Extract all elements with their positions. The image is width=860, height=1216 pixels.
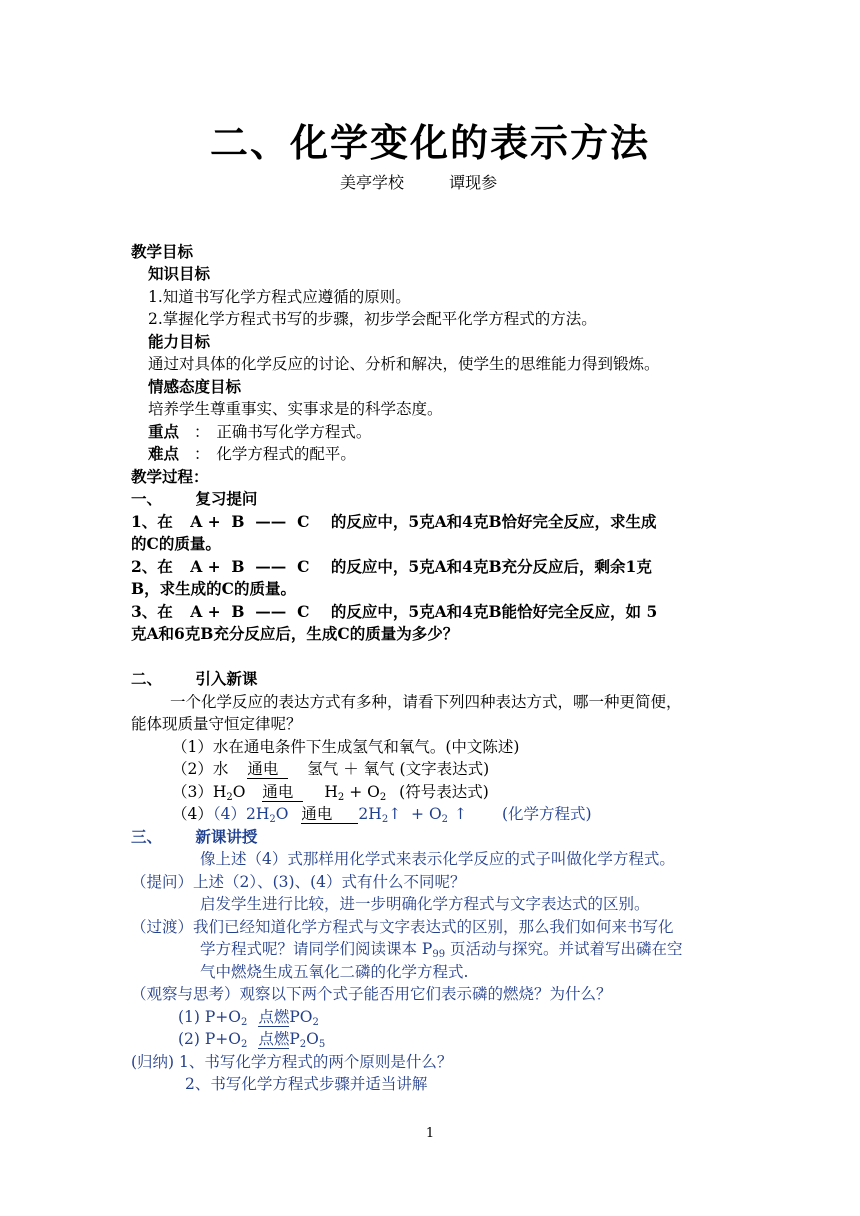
transition-line-2-a: 学方程式呢？请同学们阅读课本 P bbox=[200, 940, 433, 958]
observe-1-product-sub: 2 bbox=[312, 1017, 319, 1028]
form-4-2h2: 2H bbox=[358, 805, 382, 823]
form-3-reactant bbox=[172, 783, 245, 801]
form-1: （1）水在通电条件下生成氢气和氧气。(中文陈述) bbox=[172, 738, 520, 756]
knowledge-item-1: 1.知道书写化学方程式应遵循的原则。 bbox=[148, 288, 411, 306]
form-3-o2: + O bbox=[344, 783, 380, 801]
question-2-line-2: B，求生成的C的质量。 bbox=[131, 579, 296, 598]
process-heading: 教学过程： bbox=[131, 467, 209, 486]
form-4-2h2-sub: 2 bbox=[381, 814, 389, 825]
section-1-title: 复习提问 bbox=[195, 489, 258, 508]
form-4-o2-sub: 2 bbox=[441, 814, 449, 825]
question-2 bbox=[131, 556, 652, 578]
form-4: $(4)(4)2H_2O$ 通电 $2H_2↑ + O_2$ ↑ (化学方程式) bbox=[172, 805, 592, 825]
inspire-line: 启发学生进行比较，进一步明确化学方程式与文字表达式的区别。 bbox=[200, 895, 650, 913]
observe-2-reactants: (2) P+O bbox=[178, 1030, 242, 1048]
form-2-products: 氢气 ＋ 氧气 (文字表达式) bbox=[307, 760, 490, 778]
ability-heading: 能力目标 bbox=[148, 332, 211, 351]
form-3-h2-sub: 2 bbox=[337, 792, 345, 803]
section-1-number: 一、 bbox=[131, 489, 163, 508]
question-3-prefix: 3、在 bbox=[131, 602, 173, 621]
form-3-o2-sub: 2 bbox=[379, 792, 387, 803]
question-3 bbox=[131, 601, 657, 623]
form-3-o: O bbox=[232, 783, 246, 801]
induce-line-1: (归纳) 1、书写化学方程式的两个原则是什么？ bbox=[131, 1053, 453, 1071]
section-3-heading bbox=[131, 826, 257, 848]
key-label: 重点 bbox=[148, 422, 180, 441]
author-name: 谭现参 bbox=[449, 173, 498, 192]
form-3-condition: 通电 bbox=[262, 783, 303, 802]
form-4-arrow: ↑ bbox=[454, 805, 468, 823]
transition-line-2-sub: 99 bbox=[432, 949, 446, 960]
form-2-condition: 通电 bbox=[247, 760, 288, 779]
goals-heading: 教学目标 bbox=[131, 242, 194, 261]
key-text: 正确书写化学方程式。 bbox=[216, 423, 372, 441]
definition-line: 像上述（4）式那样用化学式来表示化学反应的式子叫做化学方程式。 bbox=[200, 850, 675, 868]
section-3-title: 新课讲授 bbox=[195, 827, 258, 846]
question-3-text: 的反应中，5克A和4克B能恰好完全反应，如 5 bbox=[330, 602, 658, 621]
form-4-o2: ↑ + O bbox=[388, 805, 442, 823]
form-3-products bbox=[324, 783, 386, 801]
form-3-note: (符号表达式) bbox=[399, 783, 489, 801]
intro-line-2: 能体现质量守恒定律呢？ bbox=[131, 715, 302, 733]
section-2-heading bbox=[131, 668, 257, 690]
emotion-text: 培养学生尊重事实、实事求是的科学态度。 bbox=[148, 400, 443, 418]
transition-line-2-b: 页活动与探究。并试着写出磷在空 bbox=[445, 940, 683, 958]
question-1-line-2: 的C的质量。 bbox=[131, 534, 221, 553]
observe-2-product-o-sub: 5 bbox=[318, 1039, 326, 1050]
observe-1-condition: 点燃 bbox=[258, 1008, 290, 1026]
ask-line: （提问）上述（2）、(3)、(4）式有什么不同呢？ bbox=[131, 873, 466, 891]
emotion-heading: 情感态度目标 bbox=[148, 377, 242, 396]
form-2 bbox=[172, 758, 489, 780]
form-4-note: (化学方程式) bbox=[501, 805, 592, 823]
page-number: 1 bbox=[425, 1126, 435, 1141]
difficulty-label: 难点 bbox=[148, 444, 180, 463]
difficulty-text: 化学方程式的配平。 bbox=[216, 445, 356, 463]
difficulty-colon: ： bbox=[193, 445, 210, 463]
difficulty-point bbox=[148, 443, 356, 465]
transition-line-3: 气中燃烧生成五氧化二磷的化学方程式. bbox=[200, 963, 469, 981]
ability-text: 通过对具体的化学反应的讨论、分析和解决，使学生的思维能力得到锻炼。 bbox=[148, 355, 660, 373]
knowledge-heading: 知识目标 bbox=[148, 264, 211, 283]
form-3-h2: H bbox=[324, 783, 338, 801]
observe-1-reactants: (1) P+O bbox=[178, 1008, 242, 1026]
question-1 bbox=[131, 511, 657, 533]
key-point bbox=[148, 421, 371, 443]
section-1-heading bbox=[131, 488, 257, 510]
question-1-text: 的反应中，5克A和4克B恰好完全反应，求生成 bbox=[330, 512, 657, 531]
observe-line: （观察与思考）观察以下两个式子能否用它们表示磷的燃烧？为什么？ bbox=[131, 985, 612, 1003]
author-line bbox=[340, 172, 497, 194]
observe-2-reactants-sub: 2 bbox=[241, 1039, 248, 1050]
form-4-reactant bbox=[213, 805, 289, 823]
induce-line-2: 2、书写化学方程式步骤并适当讲解 bbox=[185, 1075, 428, 1093]
section-2-number: 二、 bbox=[131, 669, 163, 688]
knowledge-item-2: 2.掌握化学方程式书写的步骤，初步学会配平化学方程式的方法。 bbox=[148, 310, 597, 328]
form-4-2h-sub: 2 bbox=[269, 814, 276, 825]
key-colon: ： bbox=[193, 423, 210, 441]
question-3-line-2: 克A和6克B充分反应后，生成C的质量为多少？ bbox=[131, 624, 459, 643]
form-4-condition: 通电 bbox=[301, 805, 358, 824]
question-2-equation: A + B —— C bbox=[190, 557, 310, 576]
form-4-2h: （4）2H bbox=[212, 805, 270, 823]
school-name: 美亭学校 bbox=[340, 173, 405, 192]
page-title: 二、化学变化的表示方法 bbox=[209, 121, 650, 165]
form-3-h-sub: 2 bbox=[226, 792, 233, 803]
form-4-o: O bbox=[275, 805, 289, 823]
question-3-equation: A + B —— C bbox=[190, 602, 310, 621]
intro-line-1: 一个化学反应的表达方式有多种，请看下列四种表达方式，哪一种更简便， bbox=[170, 693, 682, 711]
observe-2-product-p: P bbox=[289, 1030, 300, 1048]
transition-line-1: （过渡）我们已经知道化学方程式与文字表达式的区别，那么我们如何来书写化 bbox=[131, 918, 674, 936]
observe-2-product-o: O bbox=[306, 1030, 319, 1048]
observe-2-condition: 点燃 bbox=[258, 1030, 290, 1048]
question-2-prefix: 2、在 bbox=[131, 557, 173, 576]
observe-2-product-p-sub: 2 bbox=[299, 1039, 307, 1050]
form-3-h: （3）H bbox=[172, 783, 227, 801]
question-1-prefix: 1、在 bbox=[131, 512, 173, 531]
question-1-equation: A + B —— C bbox=[190, 512, 310, 531]
observe-1-product: PO bbox=[289, 1008, 313, 1026]
observe-1-reactants-sub: 2 bbox=[241, 1017, 248, 1028]
section-3-number: 三、 bbox=[131, 827, 163, 846]
form-2-reactant: （2）水 bbox=[172, 760, 229, 778]
question-2-text: 的反应中，5克A和4克B充分反应后，剩余1克 bbox=[330, 557, 652, 576]
section-2-title: 引入新课 bbox=[195, 669, 258, 688]
form-4-products bbox=[358, 805, 467, 823]
